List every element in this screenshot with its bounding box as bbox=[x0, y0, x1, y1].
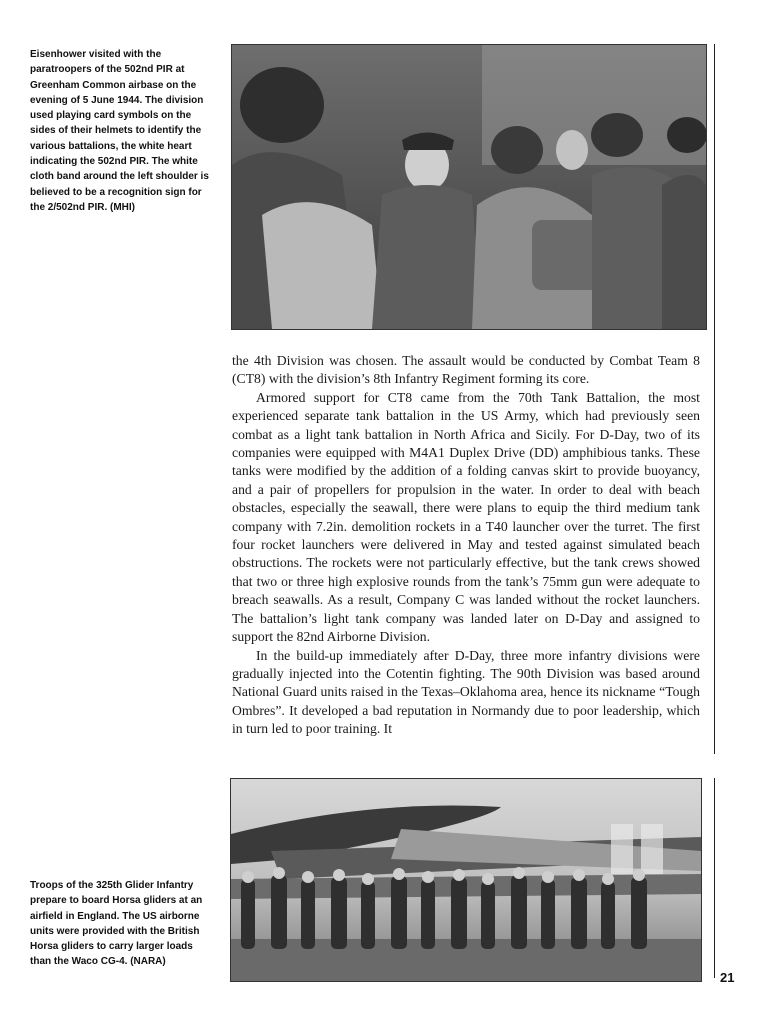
glider-infantry-photo-graphic bbox=[231, 779, 701, 981]
photo-eisenhower-paratroopers bbox=[231, 44, 707, 330]
body-text bbox=[232, 352, 700, 739]
body-paragraph: In the build-up immediately after D-Day, three more infantry divisions were gradually injected into the Cotentin fighting. The 90th Division was based around National Guard units raised in the Texas–Oklahoma area, hence its nickname “Tough Ombres”. It developed a bad reputation in Normandy due to poor leadership, which in turn led to poor training. It bbox=[232, 647, 700, 737]
paratroopers-photo-graphic bbox=[232, 45, 706, 329]
body-paragraph: Armored support for CT8 came from the 70th Tank Battalion, the most experienced separate tank battalion in the US Army, which had previously seen combat as a light tank battalion in North Africa and Sicily. For D-Day, two of its companies were equipped with M4A1 Duplex Drive (DD) amphibious tanks. These tanks were modified by the addition of a folding canvas skirt to provide buoyancy, and a pair of propellers for propulsion in the water. In order to deal with beach obstacles, especially the seawall, there were plans to equip the third medium tank company with 7.2in. demolition rockets in a T40 launcher over the turret. The first four rocket launchers were delivered in May and tested against simulated beach obstructions. The rockets were not particularly effective, but the tank crews showed that two or three high explosive rounds from the tank’s 75mm gun were adequate to breach seawalls. As a result, Company C was landed without the rocket launchers. The battalion’s light tank company was landed later on D-Day and assigned to support the 82nd Airborne Division. bbox=[232, 389, 700, 645]
photo-caption-eisenhower: Eisenhower visited with the paratroopers of the 502nd PIR at Greenham Common airbase on the evening of 5 June 1944. The division used playing card symbols on the sides of their helmets to identify the various battalions, the white heart indicating the 502nd PIR. The white cloth band around the left shoulder is believed to be a recognition sign for the 2/502nd PIR. (MHI) bbox=[30, 49, 209, 213]
body-paragraph: the 4th Division was chosen. The assault would be conducted by Combat Team 8 (CT8) with the division’s 8th Infantry Regiment forming its core. bbox=[232, 353, 700, 387]
photo-glider-infantry bbox=[230, 778, 702, 982]
photo-caption-glider-infantry: Troops of the 325th Glider Infantry prepare to board Horsa gliders at an airfield in England. The US airborne units were provided with the British Horsa gliders to carry larger loads than the Waco CG-4. (NARA) bbox=[30, 880, 203, 968]
column-rule-bottom bbox=[714, 778, 715, 978]
column-rule-top bbox=[714, 44, 715, 754]
page-number: 21 bbox=[720, 970, 735, 985]
